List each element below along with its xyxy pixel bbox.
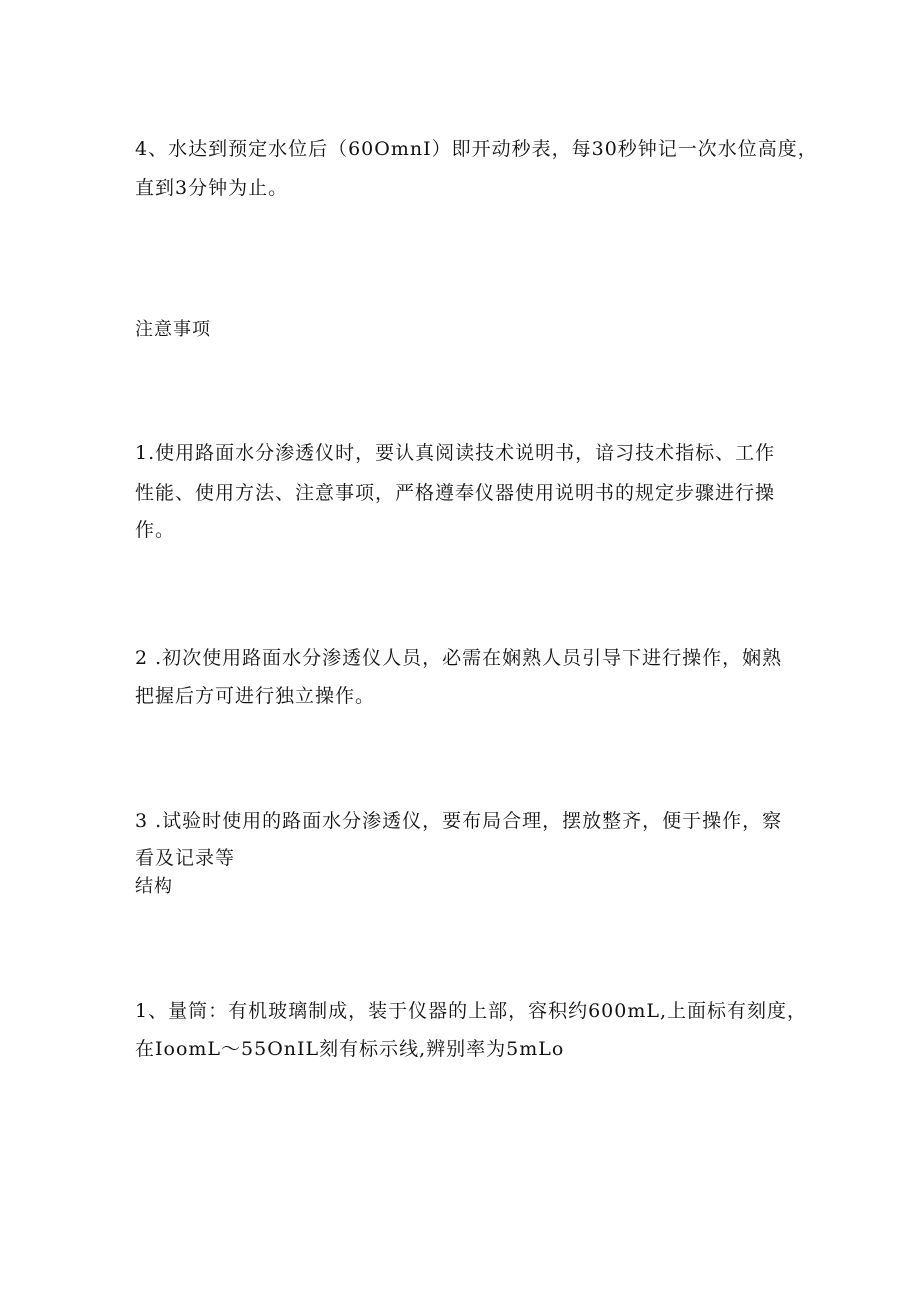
notes-item1-line-1: 1.使用路面水分渗透仪时，要认真阅读技术说明书，谙习技术指标、工作 — [135, 442, 776, 464]
notes-heading: 注意事项 — [135, 319, 211, 340]
structure-item1-line-1: 1、量筒：有机玻璃制成，装于仪器的上部，容积约600mL,上面标有刻度， — [135, 1000, 808, 1022]
structure-item1-line-2: 在IoomL～55OnIL刻有标示线,辨别率为5mLo — [135, 1038, 565, 1060]
notes-item2-line-2: 把握后方可进行独立操作。 — [135, 685, 376, 707]
structure-heading: 结构 — [135, 876, 173, 897]
notes-item3-line-2: 看及记录等 — [135, 847, 236, 869]
step4-line-1: 4、水达到预定水位后（60OmnI）即开动秒表，每30秒钟记一次水位高度， — [135, 138, 818, 160]
notes-item3-line-1: 3 .试验时使用的路面水分渗透仪，要布局合理，摆放整齐，便于操作，察 — [135, 810, 783, 832]
notes-item2-line-1: 2 .初次使用路面水分渗透仪人员，必需在娴熟人员引导下进行操作，娴熟 — [135, 647, 783, 669]
notes-item1-line-3: 作。 — [135, 519, 176, 541]
notes-item1-line-2: 性能、使用方法、注意事项，严格遵奉仪器使用说明书的规定步骤进行操 — [135, 482, 776, 504]
step4-line-2: 直到3分钟为止。 — [135, 177, 289, 199]
